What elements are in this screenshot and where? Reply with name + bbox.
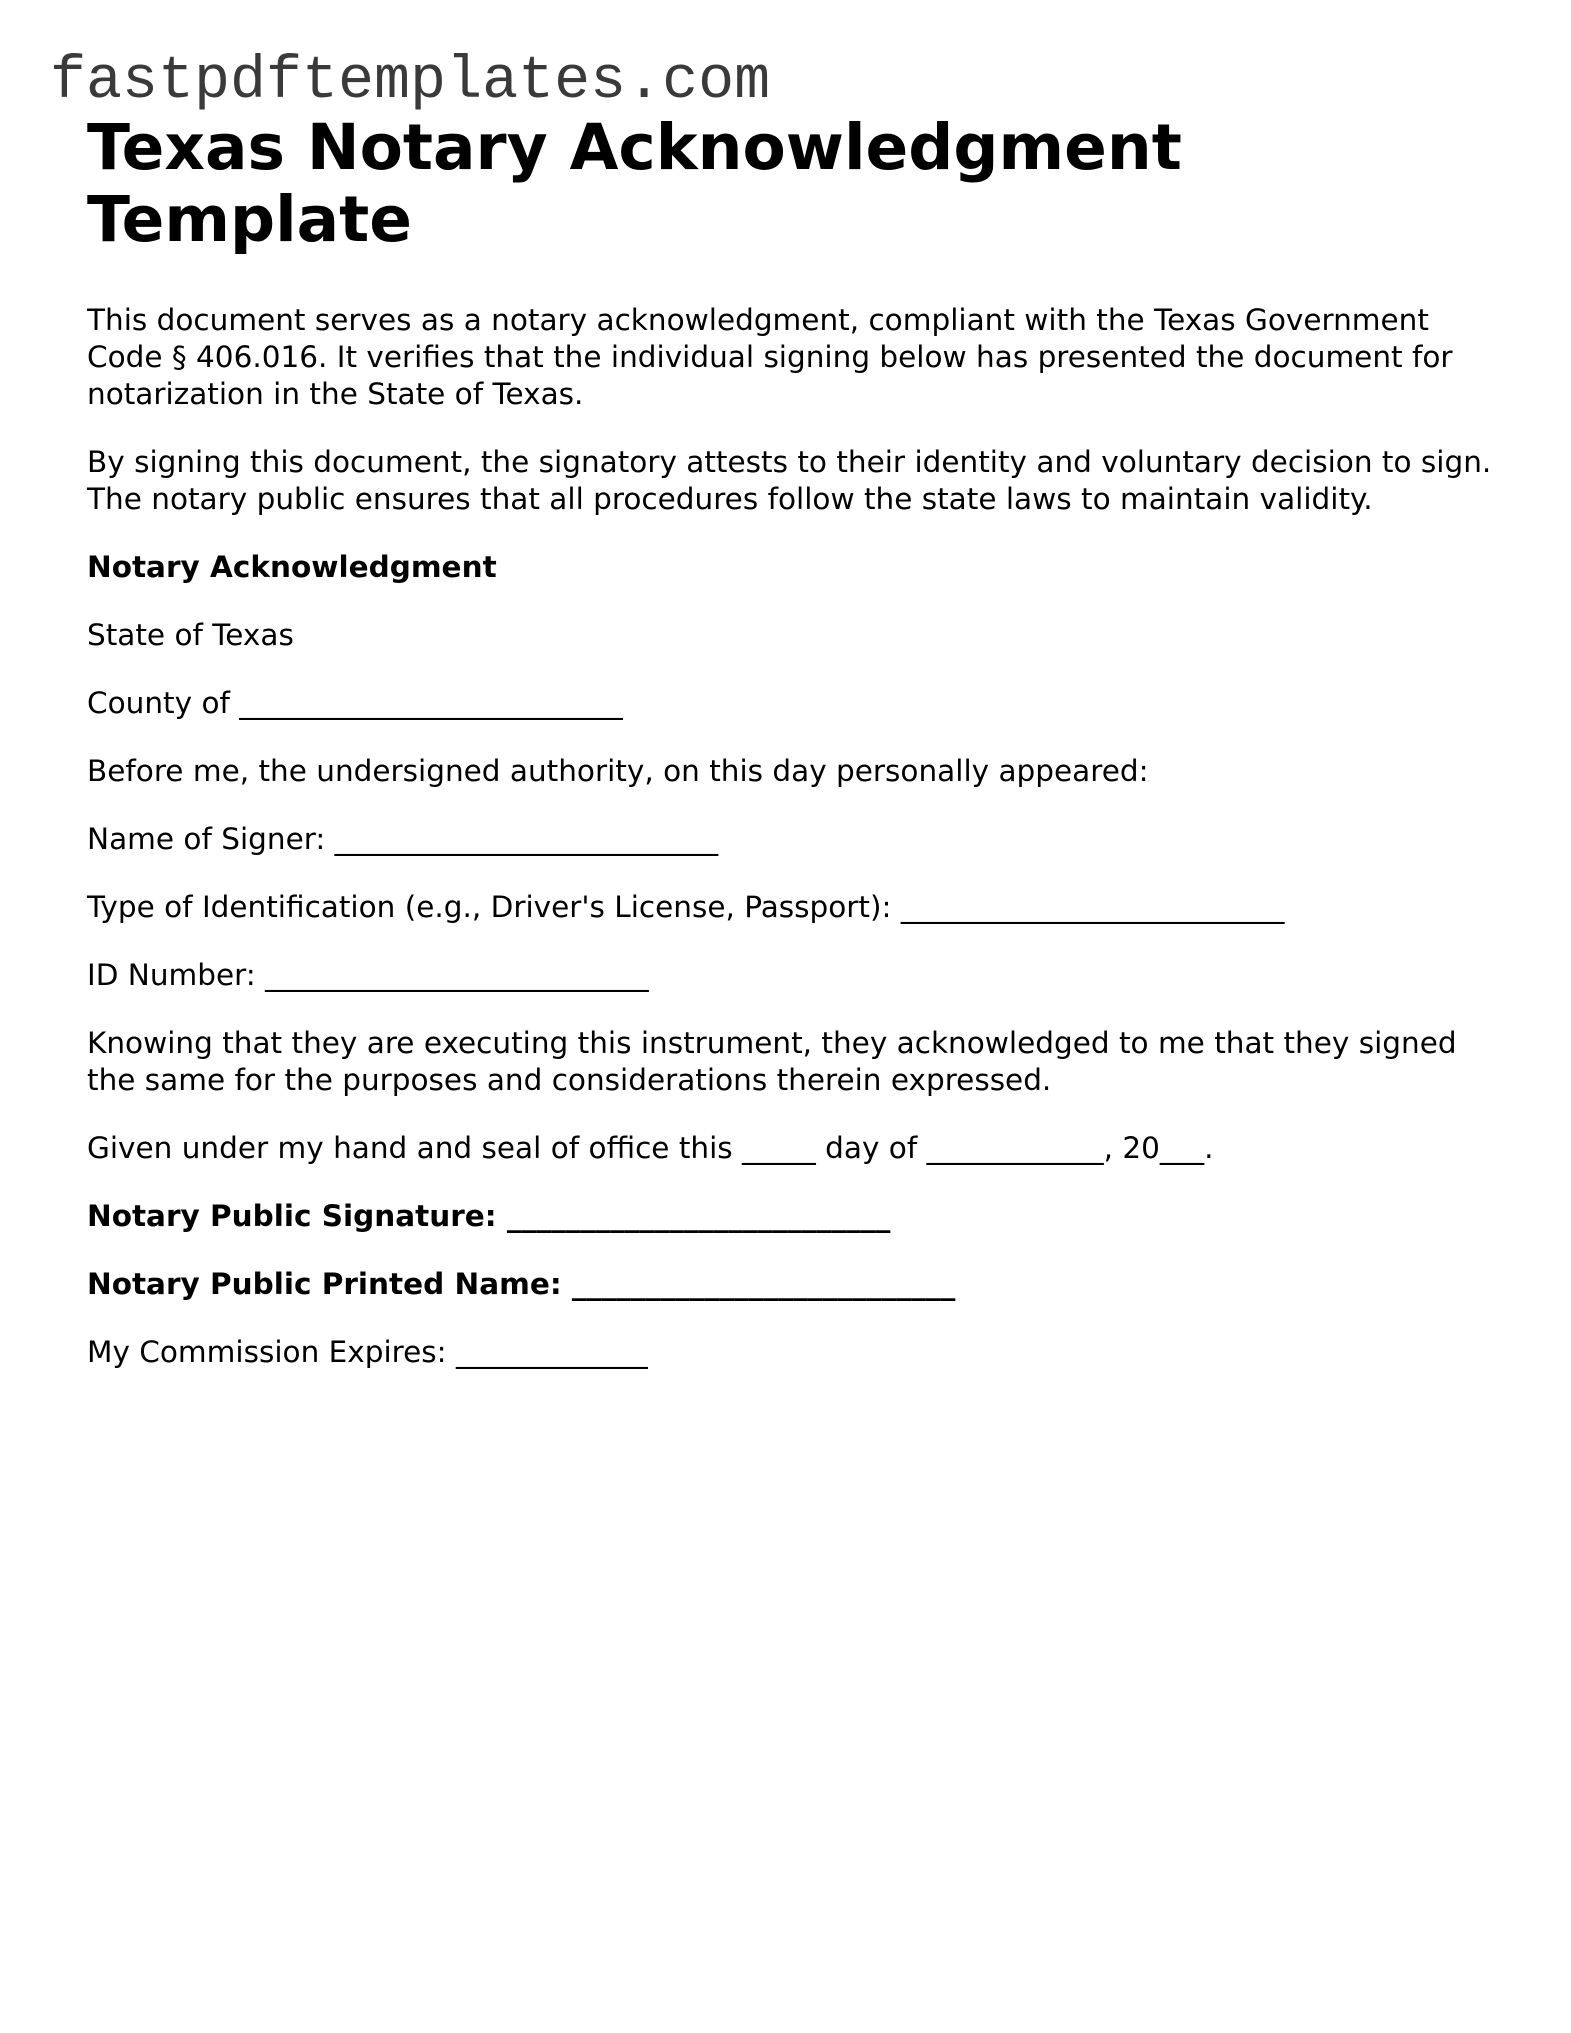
page-title: Texas Notary Acknowledgment Template	[87, 111, 1182, 256]
intro-paragraph-1: This document serves as a notary acknowledgment, compliant with the Texas Government Code § 406.016. It verifies that the individual signing below has presented the document for notarization in the State of Texas.	[87, 303, 1462, 411]
id-number-field: ID Number: __________________________	[87, 958, 649, 992]
county-field: County of __________________________	[87, 686, 623, 720]
state-line: State of Texas	[87, 618, 294, 652]
acknowledgment-statement: Knowing that they are executing this instrument, they acknowledged to me that they signed the same for the purposes and considerations therein expressed.	[87, 1026, 1466, 1097]
signer-name-field: Name of Signer: __________________________	[87, 822, 719, 856]
id-type-field: Type of Identification (e.g., Driver's License, Passport): __________________________	[87, 890, 1285, 924]
document-body	[87, 112, 1507, 1402]
notary-printed-name-field: Notary Public Printed Name: __________________________	[87, 1267, 956, 1301]
given-date-field: Given under my hand and seal of office this _____ day of ____________, 20___.	[87, 1131, 1214, 1165]
intro-paragraph-2: By signing this document, the signatory attests to their identity and voluntary decision to sign. The notary public ensures that all procedures follow the state laws to maintain validity.	[87, 445, 1501, 516]
commission-expiry-field: My Commission Expires: _____________	[87, 1335, 648, 1369]
watermark-text: fastpdftemplates.com	[50, 48, 771, 116]
notary-signature-field: Notary Public Signature: __________________________	[87, 1199, 891, 1233]
section-heading: Notary Acknowledgment	[87, 550, 497, 584]
before-me-text: Before me, the undersigned authority, on this day personally appeared:	[87, 754, 1149, 788]
